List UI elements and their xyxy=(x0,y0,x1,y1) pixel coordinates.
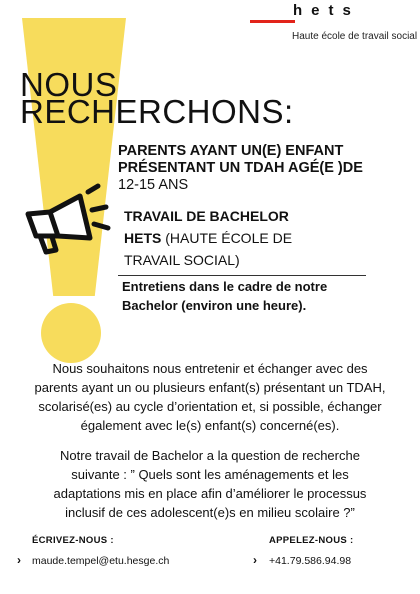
chevron-right-icon: › xyxy=(253,553,257,567)
paragraph2-line3: adaptations mis en place afin d’améliorer le processus xyxy=(53,486,367,501)
divider xyxy=(118,275,366,276)
paragraph1-line3: scolarisé(es) au cycle d’orientation et, si possible, échanger xyxy=(38,399,382,414)
logo-wordmark: hets xyxy=(293,2,360,19)
paragraph2-line4: inclusif de ces adolescent(e)s en milieu scolaire ?” xyxy=(65,505,355,520)
target-line2: PRÉSENTANT UN TDAH AGÉ(E )DE xyxy=(118,160,363,176)
project-line3: TRAVAIL SOCIAL) xyxy=(124,252,240,268)
project-hets: HETS xyxy=(124,230,162,246)
phone-link[interactable]: +41.79.586.94.98 xyxy=(269,555,352,567)
write-label: ÉCRIVEZ-NOUS : xyxy=(32,535,114,546)
paragraph1-line2: parents ayant un ou plusieurs enfant(s) présentant un TDAH, xyxy=(34,380,386,395)
interviews-line1: Entretiens dans le cadre de notre xyxy=(122,279,328,294)
target-line3: 12-15 ANS xyxy=(118,177,189,193)
paragraph1-line4: également avec le(s) enfant(s) concerné(es). xyxy=(80,418,340,433)
chevron-right-icon: › xyxy=(17,553,21,567)
headline-line1: NOUS xyxy=(20,66,118,103)
project-line1: TRAVAIL DE BACHELOR xyxy=(124,208,289,224)
paragraph2-line1: Notre travail de Bachelor a la question de recherche xyxy=(60,448,360,463)
target-line1: PARENTS AYANT UN(E) ENFANT xyxy=(118,143,344,159)
headline-line2: RECHERCHONS: xyxy=(20,93,294,130)
project-line2 xyxy=(124,228,292,248)
paragraph2-line2: suivante : ” Quels sont les aménagements et les xyxy=(71,467,349,482)
logo-accent-line xyxy=(250,20,295,23)
call-label: APPELEZ-NOUS : xyxy=(269,535,354,546)
interviews-line2: Bachelor (environ une heure). xyxy=(122,298,307,313)
email-link[interactable]: maude.tempel@etu.hesge.ch xyxy=(32,555,170,567)
paragraph1-line1: Nous souhaitons nous entretenir et échanger avec des xyxy=(52,361,368,376)
logo-subtitle: Haute école de travail social xyxy=(292,31,418,42)
project-school-name: (HAUTE ÉCOLE DE xyxy=(161,230,293,246)
megaphone-icon xyxy=(22,180,122,260)
exclamation-dot xyxy=(41,303,101,363)
